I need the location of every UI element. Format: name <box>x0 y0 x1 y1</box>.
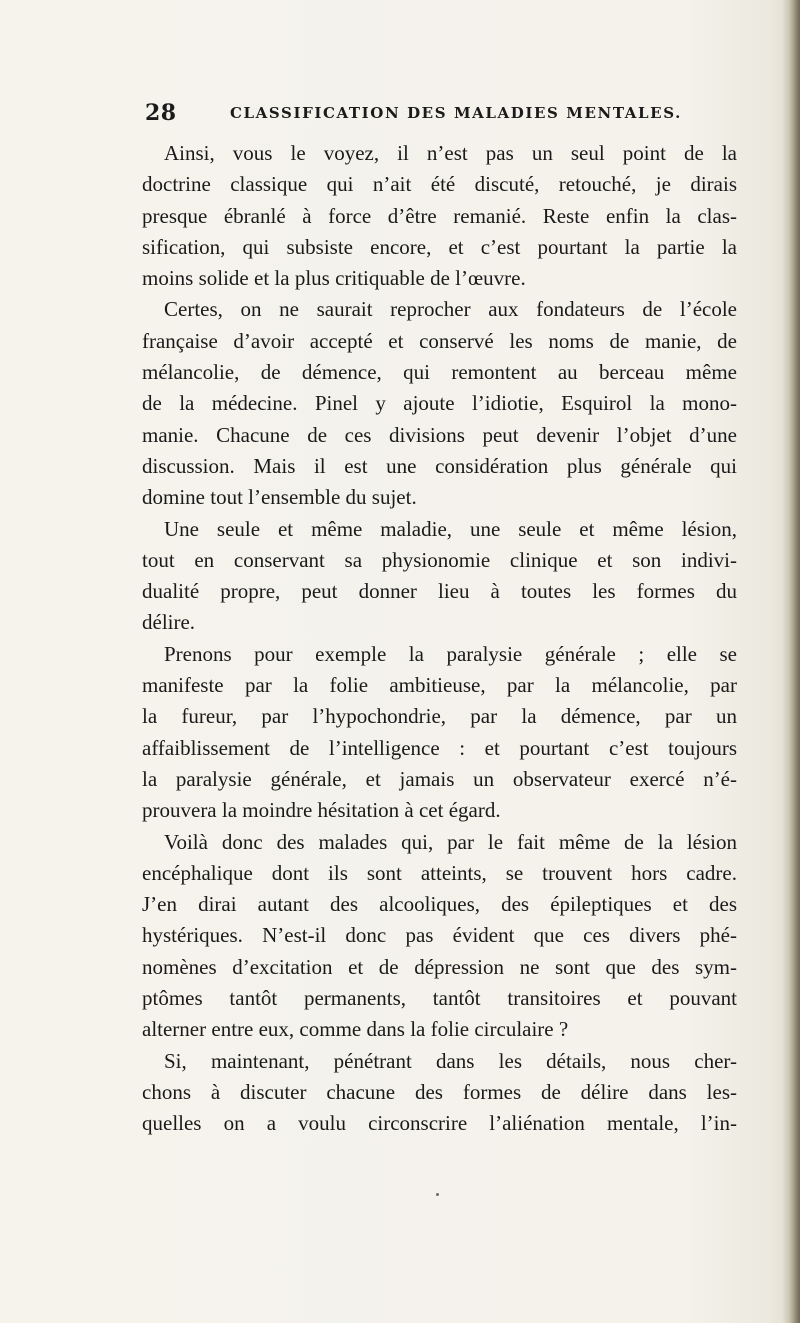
text-line: Ainsi, vous le voyez, il n’est pas un seul point de la <box>164 141 737 165</box>
body-text <box>142 138 737 1140</box>
page-edge-shadow <box>782 0 800 1323</box>
text-line: J’en dirai autant des alcooliques, des épileptiques et des <box>142 892 737 917</box>
text-line: manie. Chacune de ces divisions peut devenir l’objet d’une <box>142 422 737 447</box>
text-line: Si, maintenant, pénétrant dans les détails, nous cher- <box>164 1048 737 1073</box>
text-line: sification, qui subsiste encore, et c’est pourtant la partie la <box>142 234 737 259</box>
text-line: française d’avoir accepté et conservé les noms de manie, de <box>142 328 737 353</box>
text-line: la fureur, par l’hypochondrie, par la démence, par un <box>142 704 737 729</box>
text-line: discussion. Mais il est une considération plus générale qui <box>142 453 737 478</box>
text-line: Voilà donc des malades qui, par le fait même de la lésion <box>164 829 737 854</box>
text-line: alterner entre eux, comme dans la folie circulaire ? <box>142 1017 569 1042</box>
text-line: délire. <box>142 610 196 635</box>
text-line: affaiblissement de l’intelligence : et pourtant c’est toujours <box>142 735 737 760</box>
text-line: manifeste par la folie ambitieuse, par la mélancolie, par <box>142 673 737 698</box>
text-line: encéphalique dont ils sont atteints, se trouvent hors cadre. <box>142 860 737 885</box>
text-line: domine tout l’ensemble du sujet. <box>142 485 417 510</box>
text-line: hystériques. N’est-il donc pas évident que ces divers phé- <box>142 923 737 948</box>
text-line: nomènes d’excitation et de dépression ne sont que des sym- <box>142 954 737 979</box>
text-line: moins solide et la plus critiquable de l’œuvre. <box>142 266 526 291</box>
text-line: Une seule et même maladie, une seule et même lésion, <box>164 516 737 541</box>
text-line: presque ébranlé à force d’être remanié. Reste enfin la clas- <box>142 203 737 228</box>
running-head: CLASSIFICATION DES MALADIES MENTALES. <box>230 104 682 122</box>
text-line: prouvera la moindre hésitation à cet égard. <box>142 798 501 823</box>
text-line: ptômes tantôt permanents, tantôt transitoires et pouvant <box>142 986 737 1011</box>
text-line: doctrine classique qui n’ait été discuté, retouché, je dirais <box>142 172 737 197</box>
text-line: quelles on a voulu circonscrire l’aliénation mentale, l’in- <box>142 1111 737 1136</box>
page-header <box>145 100 735 126</box>
page-number: 28 <box>145 100 177 126</box>
text-line: mélancolie, de démence, qui remontent au berceau même <box>142 360 737 385</box>
text-line: chons à discuter chacune des formes de délire dans les- <box>142 1079 737 1104</box>
text-line: tout en conservant sa physionomie clinique et son indivi- <box>142 547 737 572</box>
print-speck <box>436 1193 439 1196</box>
text-line: dualité propre, peut donner lieu à toutes les formes du <box>142 579 737 604</box>
text-line: Certes, on ne saurait reprocher aux fondateurs de l’école <box>164 297 737 322</box>
text-line: la paralysie générale, et jamais un observateur exercé n’é- <box>142 766 737 791</box>
text-line: de la médecine. Pinel y ajoute l’idiotie, Esquirol la mono- <box>142 391 737 416</box>
text-line: Prenons pour exemple la paralysie générale ; elle se <box>164 641 737 666</box>
